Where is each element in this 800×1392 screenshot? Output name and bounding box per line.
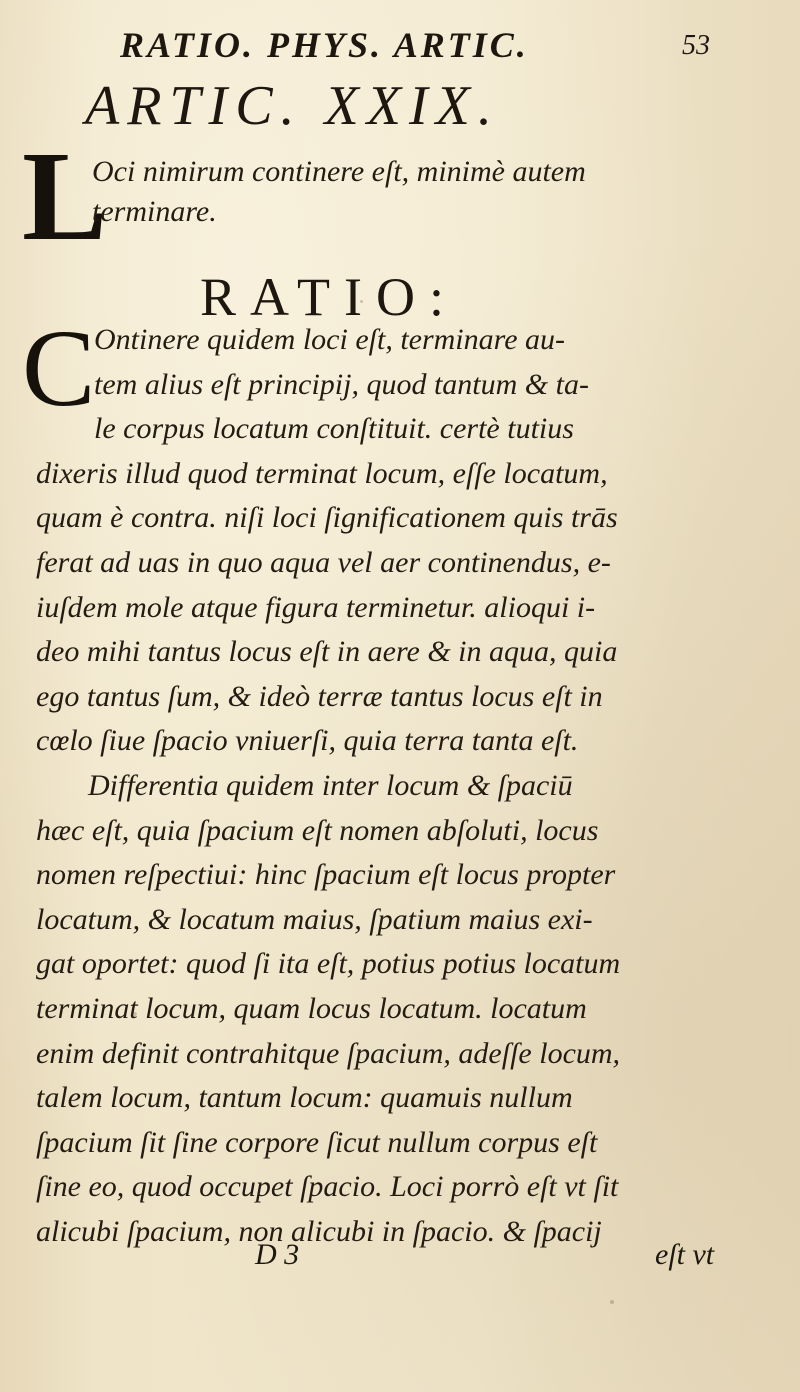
- body-line: quam è contra. niſi loci ſignificationem quis trās: [36, 501, 618, 535]
- body-line: ſine eo, quod occupet ſpacio. Loci porrò eſt vt ſit: [36, 1170, 619, 1204]
- body-line: le corpus locatum conſtituit. certè tutius: [94, 412, 574, 446]
- body-line: terminat locum, quam locus locatum. locatum: [36, 991, 587, 1025]
- thesis-line: terminare.: [92, 195, 217, 228]
- body-line: ſpacium ſit ſine corpore ſicut nullum corpus eſt: [36, 1125, 598, 1159]
- body-line: cœlo ſiue ſpacio vniuerſi, quia terra tanta eſt.: [36, 724, 579, 758]
- body-line: alicubi ſpacium, non alicubi in ſpacio. & ſpacij: [36, 1214, 602, 1248]
- body-line: deo mihi tantus locus eſt in aere & in aqua, quia: [36, 635, 618, 669]
- body-line: ego tantus ſum, & ideò terræ tantus locus eſt in: [36, 679, 603, 713]
- body-line: locatum, & locatum maius, ſpatium maius exi-: [36, 902, 593, 936]
- body-line: talem locum, tantum locum: quamuis nullum: [36, 1081, 573, 1115]
- body-line: iuſdem mole atque figura terminetur. alioqui i-: [36, 590, 596, 624]
- body-line: tem alius eſt principij, quod tantum & ta-: [94, 367, 589, 401]
- paper-speck: [610, 1300, 614, 1304]
- body-line: hæc eſt, quia ſpacium eſt nomen abſoluti, locus: [36, 813, 599, 847]
- running-head: [80, 20, 720, 80]
- body-line: dixeris illud quod terminat locum, eſſe locatum,: [36, 456, 608, 490]
- body-line: nomen reſpectiui: hinc ſpacium eſt locus propter: [36, 858, 616, 892]
- thesis-text: [92, 152, 782, 232]
- body-line: Ontinere quidem loci eſt, terminare au-: [94, 323, 566, 356]
- body-line: ferat ad uas in quo aqua vel aer continendus, e-: [36, 545, 611, 579]
- paper-speck: [132, 1012, 137, 1016]
- section-heading-ratio: RATIO:: [200, 267, 458, 327]
- signature-mark: D 3: [255, 1238, 300, 1271]
- page-number: 53: [682, 30, 710, 61]
- dropcap-body: C: [22, 307, 96, 429]
- dropcap-thesis: L: [22, 125, 108, 267]
- body-line: gat oportet: quod ſi ita eſt, potius potius locatum: [36, 947, 621, 981]
- catchword: eſt vt: [655, 1238, 715, 1271]
- body-line: enim definit contrahitque ſpacium, adeſſe locum,: [36, 1036, 621, 1070]
- body-line: Differentia quidem inter locum & ſpaciū: [88, 768, 573, 802]
- body-text: [36, 318, 786, 1254]
- running-head-title: RATIO. PHYS. ARTIC.: [120, 25, 529, 65]
- paper-speck: [360, 300, 363, 303]
- thesis-line: Oci nimirum continere eſt, minimè autem: [92, 155, 586, 188]
- article-heading: ARTIC. XXIX.: [85, 75, 500, 137]
